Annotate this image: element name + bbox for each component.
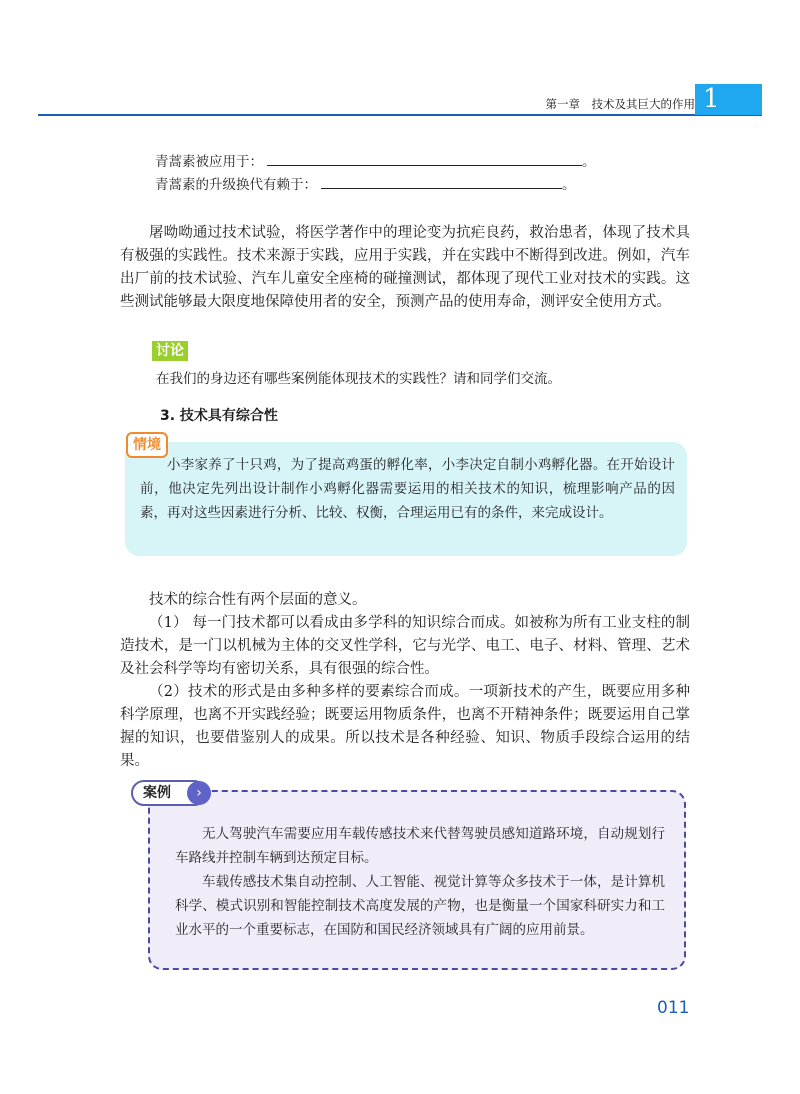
case-paragraph-1: 无人驾驶汽车需要应用车载传感技术来代替驾驶员感知道路环境，自动规划行车路线并控制车辆到达预定目标。 (175, 826, 665, 866)
section-heading: 3. 技术具有综合性 (160, 408, 278, 424)
comprehensive-point-2: （2）技术的形式是由多种多样的要素综合而成。一项新技术的产生，既要应用多种科学原理，也离不开实践经验；既要运用物质条件，也离不开精神条件；既要运用自己掌握的知识，也要借鉴别人的成果。所以技术是各种经验、知识、物质手段综合运用的结果。 (120, 684, 690, 769)
fill-in-line-1 (155, 150, 596, 170)
fill-in-label: 青蒿素的升级换代有赖于： (155, 177, 317, 193)
chapter-number-tab: 1 (695, 84, 762, 115)
case-label: 案例 (131, 780, 207, 806)
running-header: 第一章 技术及其巨大的作用 (545, 97, 695, 111)
case-text (175, 822, 665, 942)
page-number: 011 (657, 998, 690, 1018)
comprehensive-intro: 技术的综合性有两个层面的意义。 (149, 592, 367, 608)
header-rule (38, 114, 762, 116)
fill-in-label: 青蒿素被应用于： (155, 154, 263, 170)
scenario-text: 小李家养了十只鸡，为了提高鸡蛋的孵化率，小李决定自制小鸡孵化器。在开始设计前，他决定先列出设计制作小鸡孵化器需要运用的相关技术的知识，梳理影响产品的因素，再对这些因素进行分析、比较、权衡，合理运用已有的条件，来完成设计。 (140, 457, 675, 521)
discussion-text: 在我们的身边还有哪些案例能体现技术的实践性？请和同学们交流。 (156, 371, 561, 387)
case-paragraph-2: 车载传感技术集自动控制、人工智能、视觉计算等众多技术于一体，是计算机科学、模式识别和智能控制技术高度发展的产物，也是衡量一个国家科研实力和工业水平的一个重要标志，在国防和国民经济领域具有广阔的应用前景。 (175, 874, 665, 938)
fill-in-blank[interactable] (267, 151, 582, 166)
fill-in-end: 。 (582, 154, 596, 170)
scenario-label: 情境 (126, 432, 168, 458)
fill-in-end: 。 (562, 177, 576, 193)
comprehensive-point-1: （1） 每一门技术都可以看成由多学科的知识综合而成。如被称为所有工业支柱的制造技术，是一门以机械为主体的交叉性学科，它与光学、电工、电子、材料、管理、艺术及社会科学等均有密切关系，具有很强的综合性。 (120, 615, 690, 677)
body-paragraph: 屠呦呦通过技术试验，将医学著作中的理论变为抗疟良药，救治患者，体现了技术具有极强的实践性。技术来源于实践，应用于实践，并在实践中不断得到改进。例如，汽车出厂前的技术试验、汽车儿童安全座椅的碰撞测试，都体现了现代工业对技术的实践。这些测试能够最大限度地保障使用者的安全，预测产品的使用寿命，测评安全使用方式。 (120, 225, 690, 310)
fill-in-line-2 (155, 173, 576, 193)
discussion-label: 讨论 (152, 341, 188, 361)
fill-in-blank[interactable] (321, 174, 562, 189)
chevron-right-icon: › (187, 781, 211, 805)
